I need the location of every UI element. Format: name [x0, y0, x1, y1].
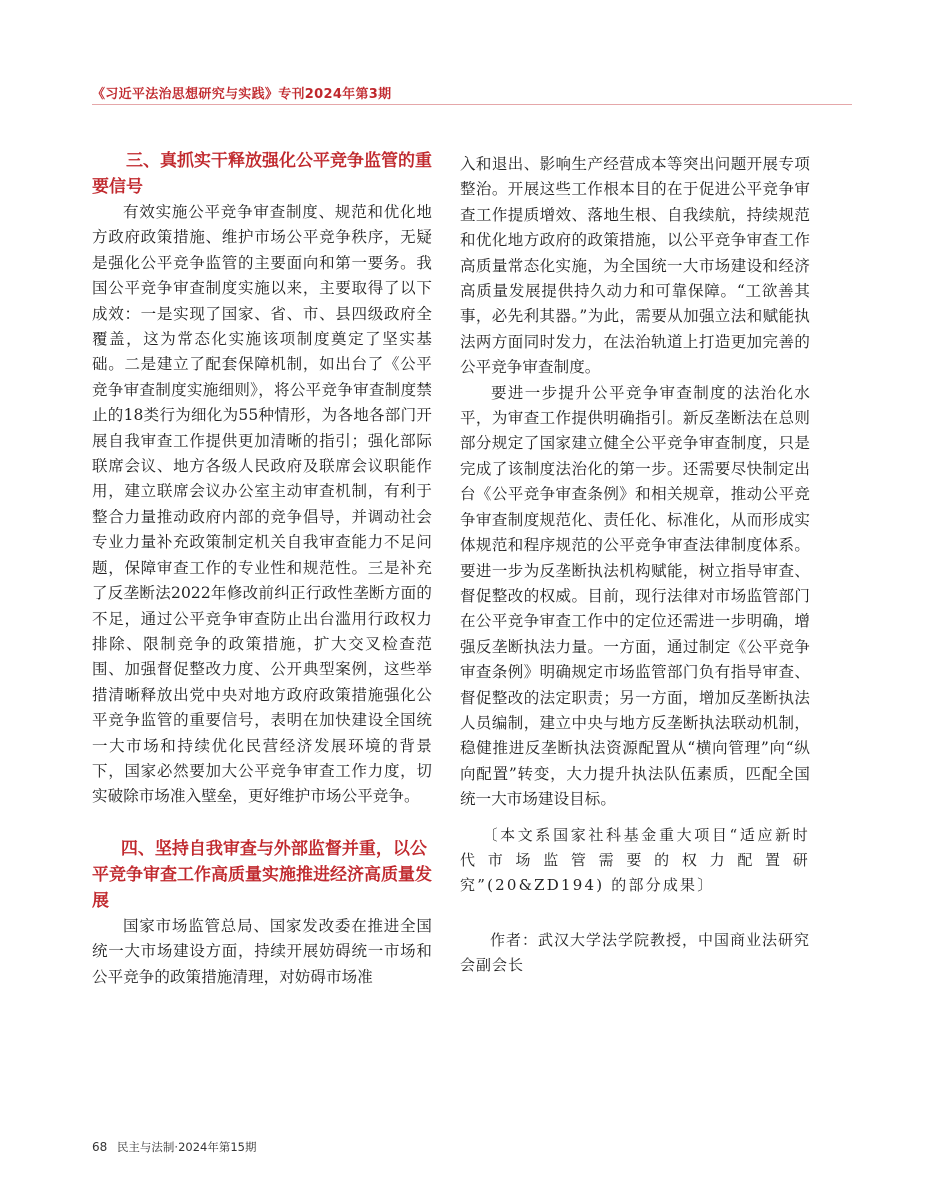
section3-paragraph: 有效实施公平竞争审查制度、规范和优化地方政府政策措施、维护市场公平竞争秩序，无疑是强化公平竞争监管的主要面向和第一要务。我国公平竞争审查制度实施以来，主要取得了以下成效：一是实现了国家、省、市、县四级政府全覆盖，这为常态化实施该项制度奠定了坚实基础。二是建立了配套保障机制，如出台了《公平竞争审查制度实施细则》，将公平竞争审查制度禁止的18类行为细化为55种情形，为各地各部门开展自我审查工作提供更加清晰的指引；强化部际联席会议、地方各级人民政府及联席会议职能作用，建立联席会议办公室主动审查机制，有利于整合力量推动政府内部的竞争倡导，并调动社会专业力量补充政策制定机关自我审查能力不足问题，保障审查工作的专业性和规范性。三是补充了反垄断法2022年修改前纠正行政性垄断方面的不足，通过公平竞争审查防止出台滥用行政权力排除、限制竞争的政策措施，扩大交叉检查范围、加强督促整改力度、公开典型案例，这些举措清晰释放出党中央对地方政府政策措施强化公平竞争监管的重要信号，表明在加快建设全国统一大市场和持续优化民营经济发展环境的背景下，国家必然要加大公平竞争审查工作力度，切实破除市场准入壁垒，更好维护市场公平竞争。: [92, 203, 432, 806]
author-bio: 作者：武汉大学法学院教授，中国商业法研究会副会长: [460, 930, 811, 974]
section4-paragraph-2: 要进一步提升公平竞争审查制度的法治化水平，为审查工作提供明确指引。新反垄断法在总则部分规定了国家建立健全公平竞争审查制度，只是完成了该制度法治化的第一步。还需要尽快制定出台《公平竞争审查条例》和相关规章，推动公平竞争审查制度规范化、责任化、标准化，从而形成实体规范和程序规范的公平竞争审查法律制度体系。要进一步为反垄断执法机构赋能，树立指导审查、督促整改的权威。目前，现行法律对市场监管部门在公平竞争审查工作中的定位还需进一步明确，增强反垄断执法力量。一方面，通过制定《公平竞争审查条例》明确规定市场监管部门负有指导审查、督促整改的法定职责；另一方面，增加反垄断执法人员编制，建立中央与地方反垄断执法联动机制，稳健推进反垄断执法资源配置从“横向管理”向“纵向配置”转变，大力提升执法队伍素质，匹配全国统一大市场建设目标。: [460, 383, 810, 809]
page-number: 68: [92, 1140, 108, 1154]
right-column: [460, 152, 810, 978]
page-footer: [92, 1139, 257, 1155]
section4-paragraph-continued: 入和退出、影响生产经营成本等突出问题开展专项整治。开展这些工作根本目的在于促进公平竞争审查工作提质增效、落地生根、自我续航，持续规范和优化地方政府的政策措施，以公平竞争审查工作高质量常态化实施，为全国统一大市场建设和经济高质量发展提供持久动力和可靠保障。“工欲善其事，必先利其器。”为此，需要从加强立法和赋能执法两方面同时发力，在法治轨道上打造更加完善的公平竞争审查制度。: [460, 155, 810, 377]
left-column: [92, 148, 432, 990]
section-heading-4: 四、坚持自我审查与外部监督并重，以公平竞争审查工作高质量实施推进经济高质量发展: [92, 838, 432, 911]
header-divider: [92, 104, 852, 105]
section-heading-3: 三、真抓实干释放强化公平竞争监管的重要信号: [92, 151, 432, 197]
journal-header: 《习近平法治思想研究与实践》专刊2024年第3期: [92, 87, 392, 102]
publication-info: 民主与法制·2024年第15期: [116, 1140, 257, 1154]
section4-paragraph-start: 国家市场监管总局、国家发改委在推进全国统一大市场建设方面，持续开展妨碍统一市场和公平竞争的政策措施清理，对妨碍市场准: [92, 916, 432, 986]
funding-note: 〔本文系国家社科基金重大项目“适应新时代市场监管需要的权力配置研究”(20&ZD194) 的部分成果〕: [460, 825, 810, 894]
